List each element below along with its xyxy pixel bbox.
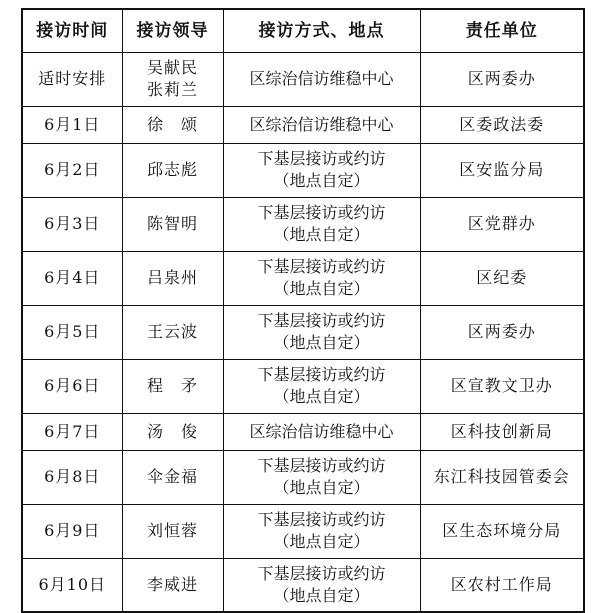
- cell-unit: 区两委办: [420, 52, 584, 106]
- method-line: 下基层接访或约访: [257, 510, 386, 529]
- leader-name: 徐 颂: [146, 114, 198, 134]
- cell-leader: [122, 305, 223, 359]
- header-unit: 责任单位: [420, 9, 584, 52]
- cell-method: [223, 143, 420, 197]
- leader-name: 张莉兰: [146, 80, 198, 99]
- header-date: 接访时间: [22, 9, 122, 52]
- header-method: 接访方式、地点: [223, 9, 420, 52]
- method-line: （地点自定）: [273, 333, 370, 352]
- cell-date: 6月5日: [22, 305, 122, 359]
- cell-date: 6月1日: [22, 106, 122, 143]
- leader-name: 程 矛: [146, 376, 198, 395]
- schedule-body: [22, 52, 584, 612]
- table-row: [22, 413, 584, 450]
- cell-date: 6月9日: [22, 504, 122, 558]
- cell-date: 6月10日: [22, 558, 122, 612]
- cell-unit: 区纪委: [420, 251, 584, 305]
- leader-name: 吕泉州: [146, 268, 198, 287]
- cell-unit: 区党群办: [420, 197, 584, 251]
- cell-leader: [122, 558, 223, 612]
- header-leader: 接访领导: [122, 9, 223, 52]
- cell-method: [223, 52, 420, 106]
- method-line: 区综治信访维稳中心: [249, 114, 394, 134]
- cell-unit: 区委政法委: [420, 106, 584, 143]
- cell-method: [223, 305, 420, 359]
- cell-method: [223, 106, 420, 143]
- cell-date: 适时安排: [22, 52, 122, 106]
- header-row: [22, 9, 584, 52]
- cell-leader: [122, 52, 223, 106]
- cell-date: 6月8日: [22, 450, 122, 504]
- cell-unit: 区安监分局: [420, 143, 584, 197]
- table-row: [22, 197, 584, 251]
- cell-date: 6月3日: [22, 197, 122, 251]
- cell-date: 6月6日: [22, 359, 122, 413]
- leader-name: 邱志彪: [146, 160, 198, 179]
- cell-method: [223, 450, 420, 504]
- method-line: 区综治信访维稳中心: [249, 421, 394, 441]
- cell-method: [223, 413, 420, 450]
- cell-leader: [122, 359, 223, 413]
- table-row: [22, 450, 584, 504]
- method-line: 下基层接访或约访: [257, 149, 386, 168]
- cell-unit: 东江科技园管委会: [420, 450, 584, 504]
- leader-name: 刘恒蓉: [146, 521, 198, 540]
- leader-name: 王云波: [146, 322, 198, 341]
- cell-leader: [122, 251, 223, 305]
- cell-leader: [122, 197, 223, 251]
- table-row: [22, 251, 584, 305]
- cell-leader: [122, 106, 223, 143]
- method-line: （地点自定）: [273, 225, 370, 244]
- method-line: （地点自定）: [273, 585, 370, 605]
- table-row: [22, 143, 584, 197]
- leader-name: 李威进: [146, 574, 198, 594]
- cell-leader: [122, 143, 223, 197]
- cell-unit: 区两委办: [420, 305, 584, 359]
- method-line: 下基层接访或约访: [257, 456, 386, 475]
- method-line: （地点自定）: [273, 532, 370, 551]
- cell-leader: [122, 504, 223, 558]
- method-line: 区综治信访维稳中心: [249, 69, 394, 88]
- leader-name: 吴献民: [146, 58, 198, 77]
- method-line: （地点自定）: [273, 279, 370, 298]
- method-line: 下基层接访或约访: [257, 563, 386, 583]
- table-row: [22, 305, 584, 359]
- table-row: [22, 52, 584, 106]
- method-line: 下基层接访或约访: [257, 311, 386, 330]
- cell-unit: 区科技创新局: [420, 413, 584, 450]
- cell-method: [223, 197, 420, 251]
- cell-leader: [122, 450, 223, 504]
- method-line: 下基层接访或约访: [257, 257, 386, 276]
- table-row: [22, 504, 584, 558]
- cell-unit: 区生态环境分局: [420, 504, 584, 558]
- cell-unit: 区农村工作局: [420, 558, 584, 612]
- method-line: 下基层接访或约访: [257, 203, 386, 222]
- table-row: [22, 106, 584, 143]
- cell-unit: 区宣教文卫办: [420, 359, 584, 413]
- cell-method: [223, 359, 420, 413]
- cell-date: 6月4日: [22, 251, 122, 305]
- method-line: （地点自定）: [273, 387, 370, 406]
- cell-method: [223, 558, 420, 612]
- method-line: 下基层接访或约访: [257, 365, 386, 384]
- cell-date: 6月7日: [22, 413, 122, 450]
- leader-name: 汤 俊: [146, 421, 198, 441]
- cell-date: 6月2日: [22, 143, 122, 197]
- table-row: [22, 558, 584, 612]
- leader-name: 陈智明: [146, 214, 198, 233]
- method-line: （地点自定）: [273, 171, 370, 190]
- cell-method: [223, 504, 420, 558]
- table-row: [22, 359, 584, 413]
- cell-leader: [122, 413, 223, 450]
- cell-method: [223, 251, 420, 305]
- reception-schedule-table: [21, 8, 585, 613]
- method-line: （地点自定）: [273, 478, 370, 497]
- leader-name: 伞金福: [146, 467, 198, 486]
